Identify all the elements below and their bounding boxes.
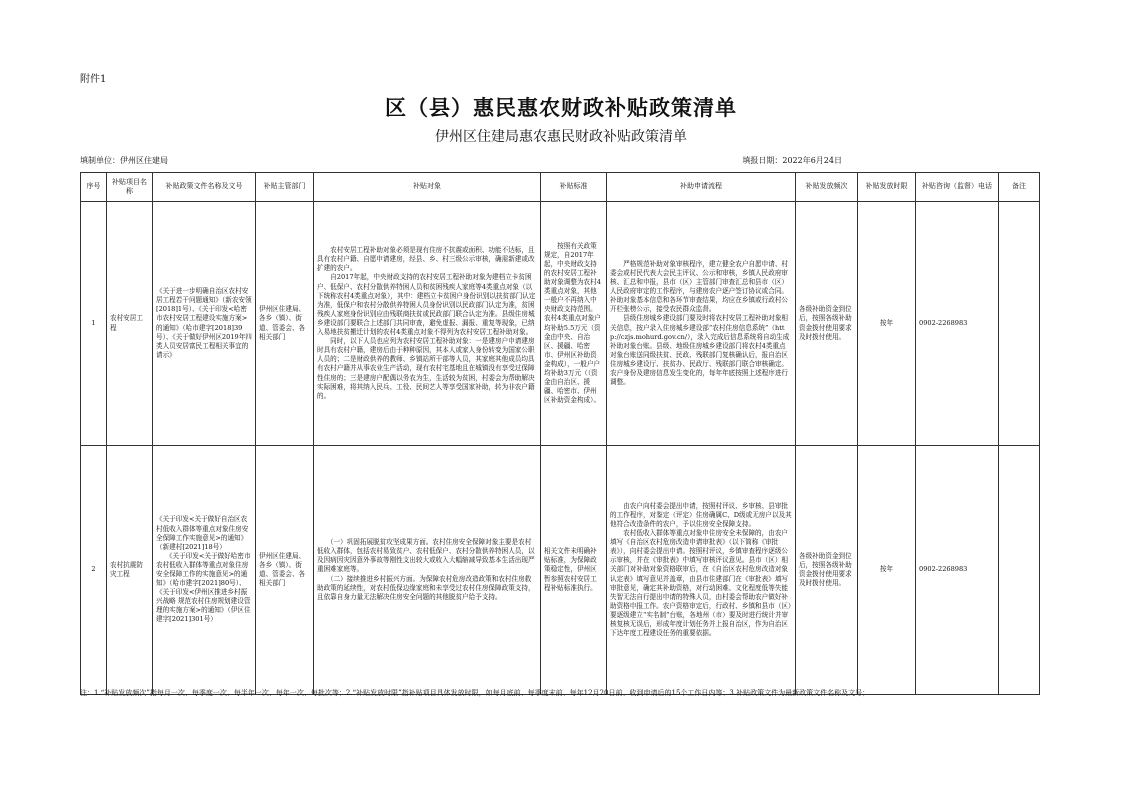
table-header-row (81, 173, 1040, 202)
cell-no: 1 (81, 202, 107, 446)
table-row (81, 446, 1040, 695)
cell-target: （一）巩固拓展脱贫攻坚成果方面。农村住房安全保障对象主要是农村低收入群体，包括农村易致贫户、农村低保户、农村分散供养特困人员，以及因病因灾因意外事故等刚性支出较大或收入大幅缩减导致基本生活出现严重困难家庭等。 （二）接续推进乡村振兴方面。为保障农村危房改造政策和农村住房救助政策的延续性，对农村低保边缘家庭和未享受过农村住房保障政策支持，且依靠自身力量无法解决住房安全问题的其他脱贫户给予支持。 (314, 446, 541, 695)
header-time-limit: 补贴发放时限 (858, 173, 916, 202)
cell-frequency: 各级补助资金到位后，按照各级补助资金拨付使用要求及时拨付使用。 (796, 202, 858, 446)
cell-phone: 0902-2268983 (916, 446, 999, 695)
cell-time-limit: 按年 (858, 446, 916, 695)
cell-process: 由农户向村委会提出申请，按照村评议、乡审核、县审批的工作程序，对鉴定（评定）住房确属C、D级或无房户以及其他符合改造条件的农户，予以住房安全保障支持。 农村低收入群体等重点对象申住房安全未保障的，由农户填写《自治区农村危房改造申请审批表》（以下简称《审批表》），向村委会提出申请。按照村评议，乡镇审查程序逐级公示审核，并在《审批表》中填写审核评议意见。县市（区）相关部门对补助对象资格联审后，在《自治区农村危房改造对象认定表》填写意见并盖章，由县市住建部门在《审批表》填写审批意见，确定其补助资格，对行动困难、文化程度低等失能失智无法自行提出申请的特殊人员，由村委会帮助农户做好补助资格申报工作。农户资格审定后，行政村、乡镇和县市（区）要逐级建立“实名制”台账，各地州（市）要及时进行统计并审核复核无误后，形成年度计划任务并上报自治区，作为自治区下达年度工程建设任务的重要依据。 (607, 446, 796, 695)
header-no: 序号 (81, 173, 107, 202)
cell-policy: 《关于印发<关于做好自治区农村低收入群体等重点对象住房安全保障工作实施意见>的通知》（新建村[2021]18号） 《关于印发<关于做好哈密市农村低收入群体等重点对象住房安全保障工作的实施意见>的通知》（哈市建字[2021]80号）、《关于印发<伊州区推进乡村振兴战略 规范农村住房规划建设管理的实施方案>的通知》（伊区住建字[2021]301号） (153, 446, 256, 695)
header-target: 补贴对象 (314, 173, 541, 202)
header-process: 补助申请流程 (607, 173, 796, 202)
cell-frequency: 各级补助资金到位后，按照各级补助资金拨付使用要求及时拨付使用。 (796, 446, 858, 695)
cell-no: 2 (81, 446, 107, 695)
header-remark: 备注 (999, 173, 1040, 202)
filling-date: 填报日期：2022年6月24日 (742, 156, 842, 165)
filling-unit: 填制单位：伊州区住建局 (80, 156, 168, 165)
cell-standard: 按照有关政策规定，自2017年起，中央财政支持的农村安居工程补助对象调整为农村4类重点对象，其他一般户不再纳入中央财政支持范围。农村4类重点对象户均补助5.5万元（资金由中央、自治区、援疆、哈密市、伊州区补助资金构成），一般户户均补助3万元（（资金由自治区、援疆、哈密市、伊州区补助资金构成）。 (541, 202, 607, 446)
header-phone: 补贴咨询（监督）电话 (916, 173, 999, 202)
cell-dept: 伊州区住建局、各乡（镇）、街道、管委会、各相关部门 (256, 446, 314, 695)
attachment-label: 附件1 (80, 74, 107, 85)
table-row (81, 202, 1040, 446)
page-subtitle: 伊州区住建局惠农惠民财政补贴政策清单 (435, 129, 687, 145)
cell-target: 农村安居工程补助对象必须是现有住房不抗震或面积、功能不达标，且具有农村户籍、自愿申请建房，经县、乡、村三级公示审核，确需新建或改扩建的农户。 自2017年起，中央财政支持的农村安居工程补助对象为建档立卡贫困户、低保户、农村分散供养特困人员和贫困残疾人家庭等4类重点对象（以下统称农村4类重点对象），其中：建档立卡贫困户身份识别以扶贫部门认定为准，低保户和农村分散供养特困人员身份识别以民政部门认定为准，贫困残疾人家庭身份识别应由残联商扶贫或民政部门联合认定为准。县级住房城乡建设部门要联合上述部门共同审查，避免虚报、漏报、重复等现象，已纳入易地扶贫搬迁计划的农村4类重点对象不得列为农村安居工程补助对象。 同时，以下人员也应列为农村安居工程补助对象：一是建房户申请建房时具有农村户籍，建房后由于种种原因，其本人或家人身份转变为国家公职人员的；二是财政供养的教师、乡镇站所干部等人员，其家庭其他成员均具有农村户籍并从事农业生产活动，现有农村宅基地且在城镇没有享受过保障性住房的；三是建房户配偶以务农为生，生活较为贫困，村委会为帮助解决实际困难，将其纳入民兵、工役、民间艺人等享受国家补助，转为非农户籍的。 (314, 202, 541, 446)
header-policy: 补贴政策文件名称及文号 (153, 173, 256, 202)
header-dept: 补贴主管部门 (256, 173, 314, 202)
header-standard: 补贴标准 (541, 173, 607, 202)
cell-remark (999, 446, 1040, 695)
cell-time-limit: 按年 (858, 202, 916, 446)
header-frequency: 补贴发放频次 (796, 173, 858, 202)
cell-name: 农村抗震防灾工程 (107, 446, 153, 695)
cell-process: 严格规范补助对象审核程序，建立健全农户自愿申请、村委会或村民代表大会民主评议、公示和审核，乡镇人民政府审核、汇总和申报，县市（区）主管部门审查汇总和县市（区）人民政府审定的工作程序，与建房农户逐户签订协议或合同。补助对象基本信息和各环节审查结果，均应在乡镇或行政村公开栏张榜公示，接受农民群众监督。 县级住房城乡建设部门要及时将农村安居工程补助对象相关信息，按户录入住房城乡建设部“农村住房信息系统”（http://czjs.mohurd.gov.cn/），录入完成后信息系统将自动生成补助对象台账。县级、地级住房城乡建设部门将农村4类重点对象台账送同级扶贫、民政、残联部门复核确认后，报自治区住房城乡建设厅、扶贫办、民政厅、残联部门联合审核确定。农户身份及建房信息发生变化的，每年年底按照上述程序进行调整。 (607, 202, 796, 446)
footnote: 注：1.“补贴发放频次”指每月一次、每季度一次、每半年一次、每年一次、每批次等；2.“补贴发放时限”指补贴项目具体发放时限，如每月底前、每季度末前、每年12月20日前、收到申请后的15个工作日内等；3.补贴政策文件为最新政策文件名称及文号； (80, 689, 870, 697)
page-title: 区（县）惠民惠农财政补贴政策清单 (385, 95, 737, 120)
header-name: 补贴项目名称 (107, 173, 153, 202)
cell-phone: 0902-2268983 (916, 202, 999, 446)
cell-remark (999, 202, 1040, 446)
policy-table (80, 172, 1040, 695)
cell-name: 农村安居工程 (107, 202, 153, 446)
cell-standard: 相关文件未明确补贴标准，为保障政策稳定性，伊州区暂参照农村安居工程补贴标准执行。 (541, 446, 607, 695)
cell-dept: 伊州区住建局、各乡（镇）、街道、管委会、各相关部门 (256, 202, 314, 446)
cell-policy: 《关于进一步明确自治区农村安居工程若干问题通知》（新农安领[2018]1号）、《关于印发<哈密市农村安居工程建设实施方案>的通知》（哈市建字[2018]39号）、《关于做好伊州区2019年四类人员安居富民工程相关事宜的请示》 (153, 202, 256, 446)
